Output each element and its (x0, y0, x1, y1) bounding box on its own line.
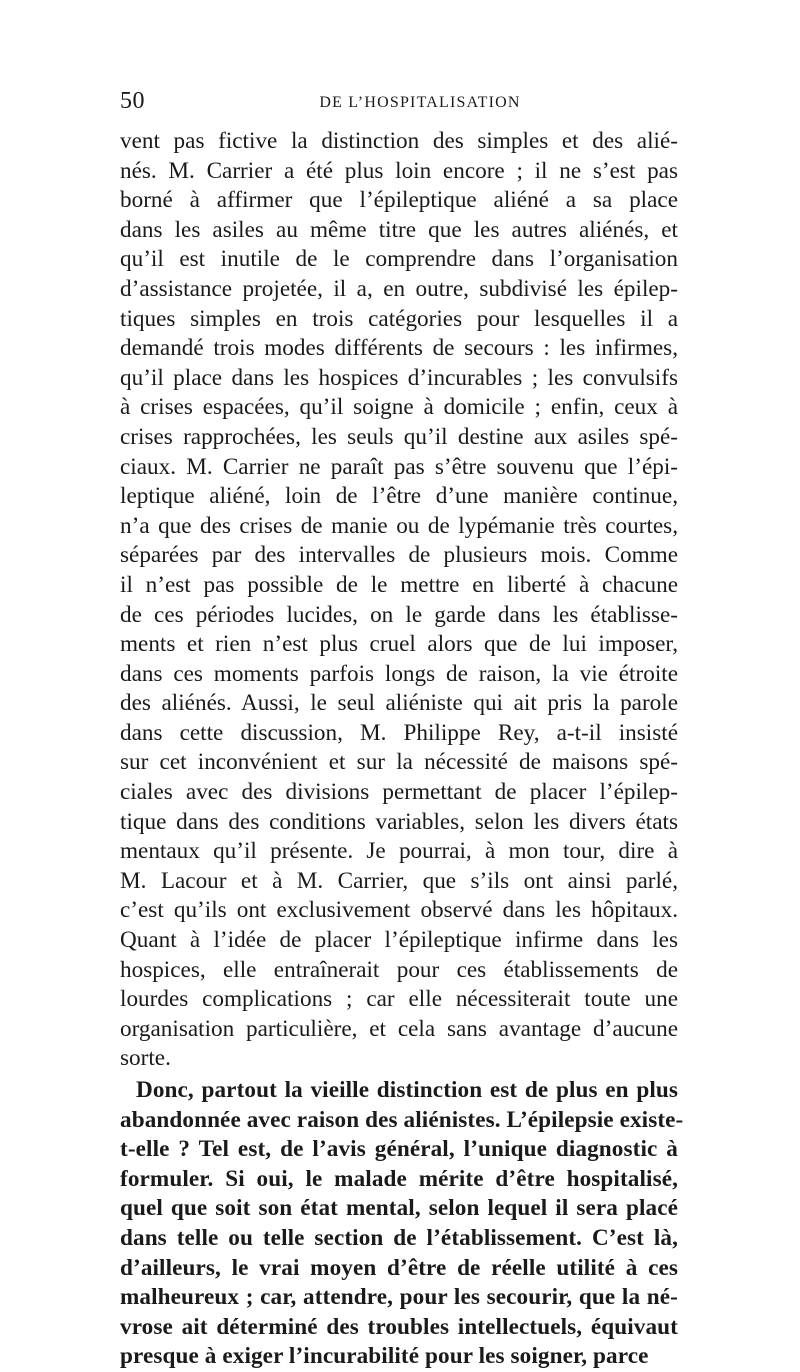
text-line: t-elle ? Tel est, de l’avis général, l’unique diagnostic à (120, 1136, 678, 1163)
text-line: quel que soit son état mental, selon lequel il sera placé (120, 1195, 678, 1222)
text-line: M. Lacour et à M. Carrier, que s’ils ont ainsi parlé, (120, 867, 678, 894)
text-line: Donc, partout la vieille distinction est de plus en plus (136, 1077, 678, 1103)
text-line: abandonnée avec raison des aliénistes. L’épilepsie existe- (120, 1106, 684, 1133)
text-line: leptique aliéné, loin de l’être d’une manière continue, (120, 483, 678, 510)
text-line: borné à affirmer que l’épileptique aliéné a sa place (120, 187, 678, 214)
text-line: de ces périodes lucides, on le garde dans les établisse- (120, 601, 678, 628)
text-line: d’assistance projetée, il a, en outre, subdivisé les épilep- (120, 275, 678, 302)
page-header (120, 80, 680, 120)
text-line: qu’il place dans les hospices d’incurables ; les convulsifs (120, 364, 678, 391)
text-line: sur cet inconvénient et sur la nécessité de maisons spé- (120, 749, 678, 776)
text-line: vrose ait déterminé des troubles intellectuels, équivaut (120, 1313, 678, 1340)
page-number: 50 (120, 88, 145, 114)
text-line: dans cette discussion, M. Philippe Rey, a-t-il insisté (120, 719, 678, 746)
text-line: dans les asiles au même titre que les autres aliénés, et (120, 216, 678, 243)
text-line: mentaux qu’il présente. Je pourrai, à mon tour, dire à (120, 838, 678, 865)
text-line: formuler. Si oui, le malade mérite d’être hospitalisé, (120, 1165, 678, 1192)
text-line: à crises espacées, qu’il soigne à domicile ; enfin, ceux à (120, 394, 678, 421)
text-line: tique dans des conditions variables, selon les divers états (120, 808, 678, 835)
paragraph-1 (120, 127, 678, 1074)
text-line: tiques simples en trois catégories pour lesquelles il a (120, 305, 678, 332)
text-line: ciaux. M. Carrier ne paraît pas s’être souvenu que l’épi- (120, 453, 678, 480)
text-line: nés. M. Carrier a été plus loin encore ; il ne s’est pas (120, 157, 678, 184)
running-title: DE L’HOSPITALISATION (319, 94, 521, 111)
text-line: dans telle ou telle section de l’établissement. C’est là, (120, 1224, 678, 1251)
text-line: crises rapprochées, les seuls qu’il destine aux asiles spé- (120, 423, 678, 450)
text-line: des aliénés. Aussi, le seul aliéniste qui ait pris la parole (120, 690, 678, 717)
text-line: lourdes complications ; car elle nécessiterait toute une (120, 986, 678, 1013)
text-line: c’est qu’ils ont exclusivement observé dans les hôpitaux. (120, 897, 678, 924)
text-line: ments et rien n’est plus cruel alors que de lui imposer, (120, 631, 678, 658)
paragraph-2 (120, 1076, 684, 1372)
text-line: dans ces moments parfois longs de raison, la vie étroite (120, 660, 678, 687)
text-line: demandé trois modes différents de secours : les infirmes, (120, 335, 678, 362)
text-line: sorte. (120, 1045, 171, 1072)
text-line: hospices, elle entraînerait pour ces établissements de (120, 956, 678, 983)
body-text (120, 127, 684, 1372)
text-line: d’ailleurs, le vrai moyen d’être de réelle utilité à ces (120, 1254, 678, 1281)
text-line: séparées par des intervalles de plusieurs mois. Comme (120, 542, 678, 569)
text-line: organisation particulière, et cela sans avantage d’aucune (120, 1015, 678, 1042)
text-line: malheureux ; car, attendre, pour les secourir, que la né- (120, 1284, 678, 1311)
text-line: vent pas fictive la distinction des simples et des alié- (120, 128, 678, 154)
text-line: qu’il est inutile de le comprendre dans l’organisation (120, 246, 678, 273)
text-line: n’a que des crises de manie ou de lypémanie très courtes, (120, 512, 678, 539)
text-line: il n’est pas possible de le mettre en liberté à chacune (120, 571, 678, 598)
text-line: presque à exiger l’incurabilité pour les soigner, parce (120, 1343, 649, 1370)
text-line: ciales avec des divisions permettant de placer l’épilep- (120, 779, 678, 806)
text-line: Quant à l’idée de placer l’épileptique infirme dans les (120, 927, 678, 954)
